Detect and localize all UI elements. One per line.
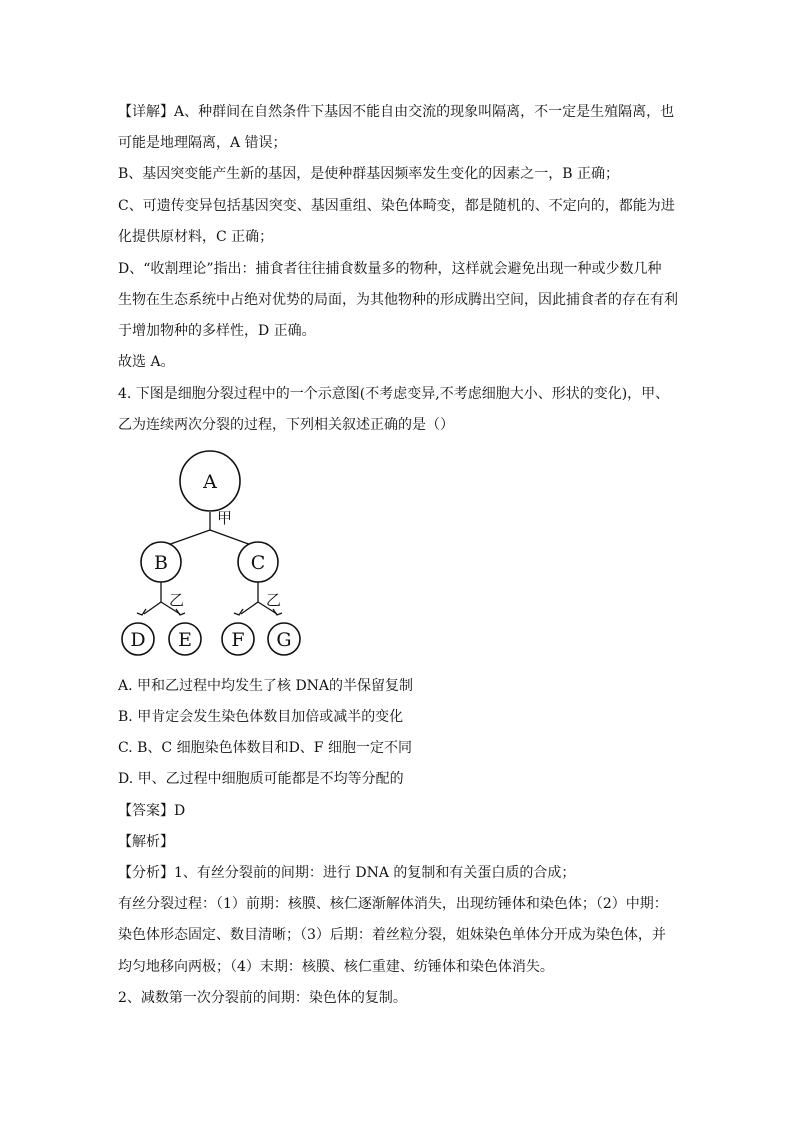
answer-line: 【答案】D — [118, 803, 186, 819]
explanation-line-7: 生物在生态系统中占绝对优势的局面，为其他物种的形成腾出空间，因此捕食者的存在有利 — [118, 292, 678, 308]
process-jia-label: 甲 — [217, 509, 233, 527]
explanation-line-1: 【详解】A、种群间在自然条件下基因不能自由交流的现象叫隔离，不一定是生殖隔离，也 — [118, 104, 675, 120]
analysis-line-2: 有丝分裂过程：（1）前期：核膜、核仁逐渐解体消失，出现纺锤体和染色体；（2）中期： — [118, 896, 668, 912]
option-d: D. 甲、乙过程中细胞质可能都是不均等分配的 — [118, 771, 404, 787]
edge-c-f — [241, 602, 258, 614]
arrowhead-e — [176, 609, 185, 615]
explanation-line-2: 可能是地理隔离，A 错误； — [118, 135, 287, 151]
edge-b-d — [144, 602, 161, 614]
explanation-line-3: B、基因突变能产生新的基因，是使种群基因频率发生变化的因素之一，B 正确； — [118, 166, 620, 182]
analysis-line-1: 【分析】1、有丝分裂前的间期：进行 DNA 的复制和有关蛋白质的合成； — [118, 865, 576, 881]
question-stem-line-2: 乙为连续两次分裂的过程，下列相关叙述正确的是（） — [118, 417, 454, 433]
cell-b-label: B — [154, 552, 168, 574]
option-c: C. B、C 细胞染色体数目和D、F 细胞一定不同 — [118, 740, 412, 756]
cell-e-label: E — [178, 629, 192, 651]
analysis-line-4: 均匀地移向两极；（4）末期：核膜、核仁重建、纺锤体和染色体消失。 — [118, 959, 554, 975]
edge-a-c — [210, 530, 254, 546]
explanation-line-5: 化提供原材料，C 正确； — [118, 229, 274, 245]
analysis-line-5: 2、减数第一次分裂前的间期：染色体的复制。 — [118, 990, 407, 1006]
analysis-heading: 【解析】 — [118, 834, 174, 850]
choose-answer-line: 故选 A。 — [118, 354, 175, 370]
cell-f-label: F — [231, 629, 245, 651]
analysis-line-3: 染色体形态固定、数目清晰；（3）后期：着丝粒分裂，姐妹染色单体分开成为染色体，并 — [118, 927, 666, 943]
explanation-line-8: 于增加物种的多样性，D 正确。 — [118, 323, 316, 339]
edge-a-b — [165, 530, 210, 546]
process-yi-right-label: 乙 — [266, 591, 282, 609]
explanation-line-6: D、“收割理论”指出：捕食者往往捕食数量多的物种，这样就会避免出现一种或少数几种 — [118, 261, 662, 277]
option-a: A. 甲和乙过程中均发生了核 DNA的半保留复制 — [118, 678, 414, 694]
cell-a-label: A — [203, 471, 217, 493]
question-stem-line-1: 4. 下图是细胞分裂过程中的一个示意图(不考虑变异,不考虑细胞大小、形状的变化)，甲、 — [118, 386, 670, 402]
explanation-line-4: C、可遗传变异包括基因突变、基因重组、染色体畸变，都是随机的、不定向的，都能为进 — [118, 198, 675, 214]
cell-g-label: G — [276, 629, 292, 651]
cell-division-diagram — [118, 448, 308, 658]
option-b: B. 甲肯定会发生染色体数目加倍或减半的变化 — [118, 709, 404, 725]
arrowhead-g — [273, 609, 282, 615]
cell-c-label: C — [250, 552, 266, 574]
cell-d-label: D — [130, 629, 146, 651]
cell-division-tree — [118, 448, 308, 658]
process-yi-left-label: 乙 — [169, 591, 185, 609]
